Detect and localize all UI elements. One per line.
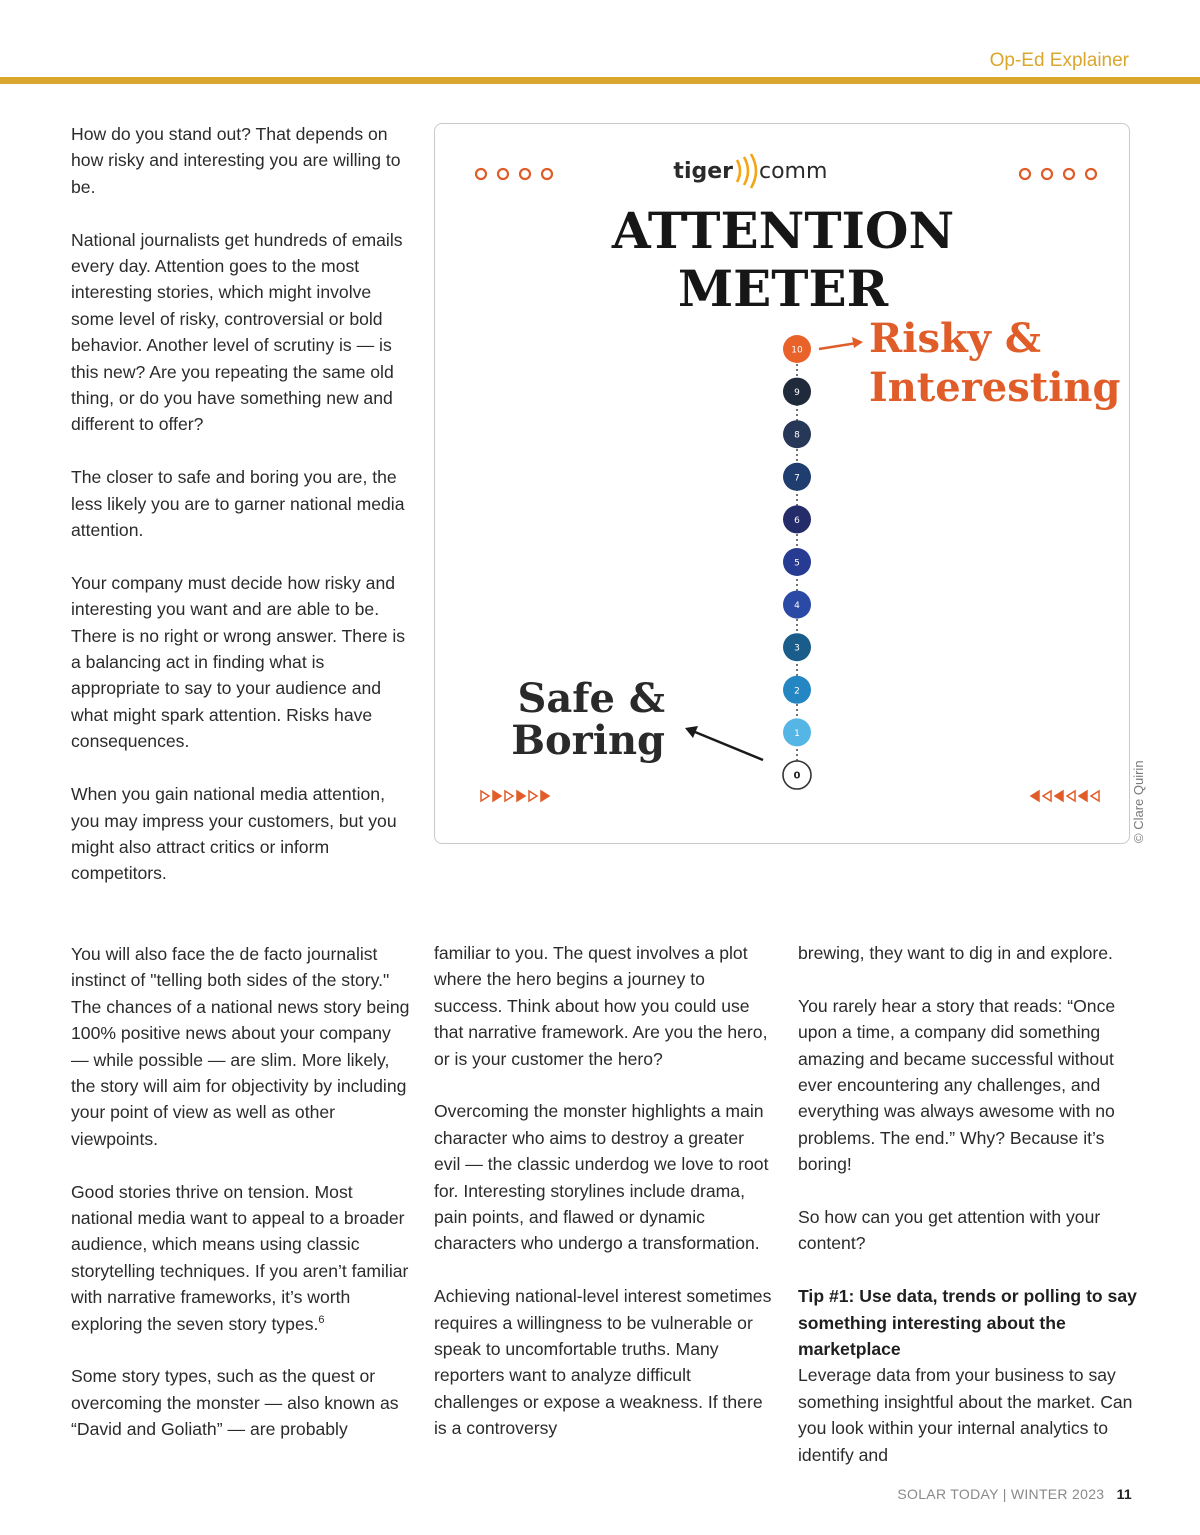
left-column-top xyxy=(71,121,411,887)
paragraph: National journalists get hundreds of emails every day. Attention goes to the most interesting stories, which might involve some level of risky, controversial or bold behavior. Another level of scrutiny is — is this new? Are you repeating the same old thing, or do you have something new and different to offer? xyxy=(71,229,403,435)
decor-triangles-left xyxy=(481,791,549,801)
section-label: Op-Ed Explainer xyxy=(989,50,1129,71)
decor-circles-right xyxy=(1020,169,1096,179)
risky-label-line1: Risky & xyxy=(869,315,1041,362)
figure-title-line1: ATTENTION xyxy=(611,201,955,260)
paragraph: You rarely hear a story that reads: “Once upon a time, a company did something amazing and became successful without ever encountering any challenges, and everything was always awesome with no problems. The end.” Why? Because it’s boring! xyxy=(798,995,1116,1175)
footer-publication: SOLAR TODAY xyxy=(897,1486,999,1502)
logo-waves-icon xyxy=(737,154,756,188)
meter-level-label: 3 xyxy=(794,643,800,654)
meter-level-label: 4 xyxy=(794,601,800,612)
safe-label-line1: Safe & xyxy=(517,675,665,722)
paragraph: Your company must decide how risky and interesting you want and are able to be. There is no right or wrong answer. There is a balancing act in finding what is appropriate to say to your audience and what might spark attention. Risks have consequences. xyxy=(71,572,406,752)
meter-level-label: 7 xyxy=(794,473,800,484)
logo-tiger: tiger xyxy=(673,159,733,184)
safe-arrow-line xyxy=(695,732,763,760)
tip-body: Leverage data from your business to say something insightful about the market. Can you look within your internal analytics to identify and xyxy=(798,1365,1133,1465)
paragraph-text: Good stories thrive on tension. Most national media want to appeal to a broader audience, which means using classic storytelling techniques. If you aren’t familiar with narrative frameworks, it’s worth exploring the seven story types. xyxy=(71,1181,409,1334)
meter-level-label: 0 xyxy=(793,770,801,782)
meter-level-label: 10 xyxy=(791,345,803,356)
risky-arrow-line xyxy=(819,343,857,349)
safe-label-line2: Boring xyxy=(511,717,665,764)
meter-level-label: 6 xyxy=(794,515,800,526)
meter-level-label: 8 xyxy=(794,430,800,441)
meter-scale xyxy=(783,335,811,789)
paragraph: Overcoming the monster highlights a main character who aims to destroy a greater evil — the classic underdog we love to root for. Interesting storylines include drama, pain points, and flawed or dynamic characters who undergo a transformation. xyxy=(434,1101,769,1254)
paragraph: brewing, they want to dig in and explore. xyxy=(798,943,1113,963)
paragraph: familiar to you. The quest involves a plot where the hero begins a journey to success. Think about how you could use that narrative framework. Are you the hero, or is your customer the hero? xyxy=(434,943,768,1069)
tip-heading: Tip #1: Use data, trends or polling to say something interesting about the marketplace xyxy=(798,1286,1137,1360)
footer-separator: | xyxy=(1002,1486,1007,1502)
decor-triangles-right xyxy=(1031,791,1099,801)
left-column-bottom xyxy=(71,941,411,1443)
figure-title-line2: METER xyxy=(677,259,889,318)
photo-credit: © Clare Quirin xyxy=(1131,760,1146,843)
paragraph: You will also face the de facto journalist instinct of "telling both sides of the story." The chances of a national news story being 100% positive news about your company — while possible — are slim. More likely, the story will aim for objectivity by including your point of view as well as other viewpoints. xyxy=(71,944,410,1149)
paragraph: So how can you get attention with your content? xyxy=(798,1207,1101,1254)
risky-label-line2: Interesting xyxy=(869,364,1121,411)
logo-comm: comm xyxy=(759,159,828,184)
meter-level-label: 9 xyxy=(794,388,800,399)
paragraph: How do you stand out? That depends on how risky and interesting you are willing to be. xyxy=(71,124,401,197)
footer-issue: WINTER 2023 xyxy=(1010,1486,1105,1502)
paragraph: Some story types, such as the quest or overcoming the monster — also known as “David and Goliath” — are probably xyxy=(71,1366,399,1440)
paragraph xyxy=(71,1179,411,1337)
attention-meter-figure xyxy=(434,123,1130,844)
right-column xyxy=(798,940,1138,1468)
middle-column xyxy=(434,940,774,1442)
paragraph: Achieving national-level interest sometimes requires a willingness to be vulnerable or speak to uncomfortable truths. Many reporters want to analyze difficult challenges or expose a weakness. If there is a controversy xyxy=(434,1286,772,1439)
header-rule xyxy=(0,77,1200,84)
meter-level-label: 1 xyxy=(794,728,800,739)
decor-circles-left xyxy=(476,169,552,179)
footnote-reference: 6 xyxy=(318,1313,325,1326)
page-footer xyxy=(897,1486,1132,1502)
risky-arrow-head-icon xyxy=(852,337,863,348)
paragraph: When you gain national media attention, you may impress your customers, but you might also attract critics or inform competitors. xyxy=(71,784,397,884)
attention-meter-graphic xyxy=(435,124,1129,843)
meter-level-label: 2 xyxy=(794,686,800,697)
paragraph: The closer to safe and boring you are, the less likely you are to garner national media attention. xyxy=(71,467,405,541)
page-number: 11 xyxy=(1116,1486,1132,1502)
meter-level-label: 5 xyxy=(794,558,800,569)
